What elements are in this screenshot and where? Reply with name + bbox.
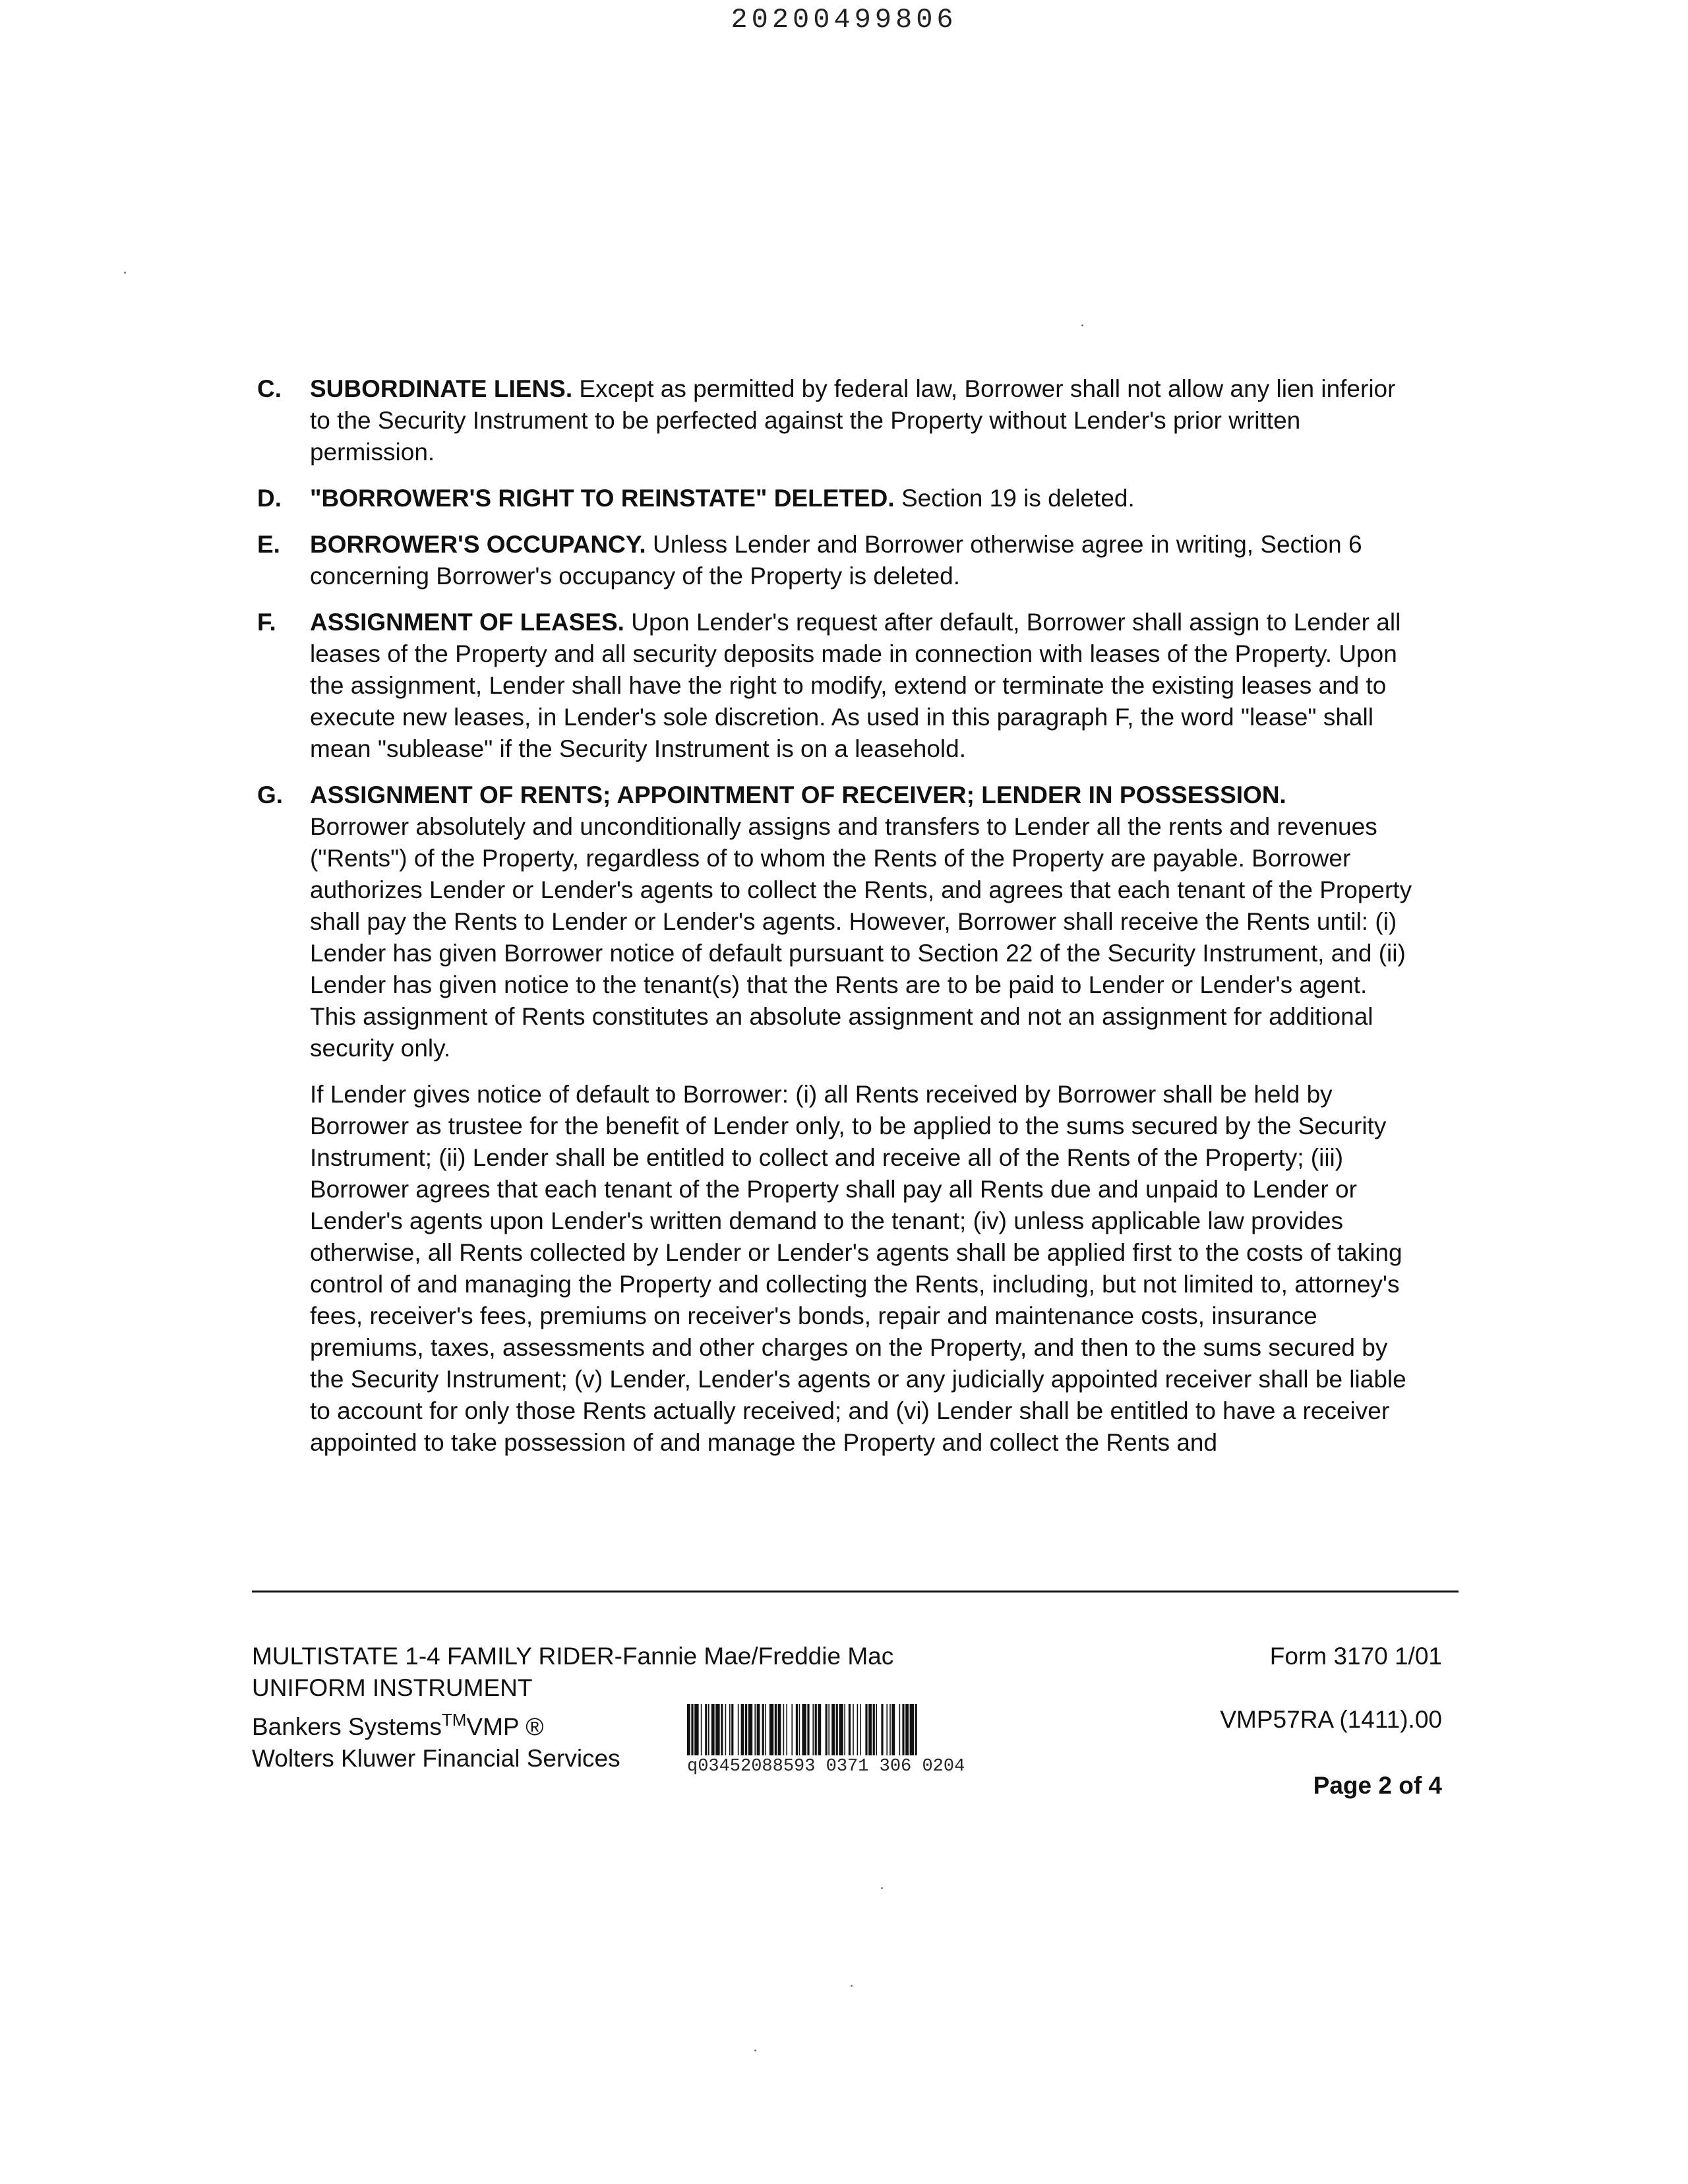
- publisher-company: Wolters Kluwer Financial Services: [252, 1745, 620, 1772]
- barcode-bar: [715, 1704, 719, 1755]
- barcode-bar: [815, 1704, 817, 1755]
- barcode-bar: [721, 1704, 723, 1755]
- section-letter: E.: [257, 531, 280, 558]
- scan-speck: [124, 272, 126, 274]
- barcode-bar: [860, 1704, 861, 1755]
- document-number: 20200499806: [731, 4, 957, 36]
- barcode-bar: [826, 1704, 828, 1755]
- barcode-bar: [748, 1704, 752, 1755]
- barcode-bar: [873, 1704, 875, 1755]
- barcode-bar: [865, 1704, 867, 1755]
- barcode-bar: [899, 1704, 901, 1755]
- section-g: [257, 779, 1418, 1459]
- section-text: Section 19 is deleted.: [901, 485, 1135, 512]
- barcode-bar: [731, 1704, 733, 1755]
- barcode-bar: [905, 1704, 909, 1755]
- section-c: [257, 373, 1418, 468]
- barcode-bar: [711, 1704, 715, 1755]
- form-subtitle: UNIFORM INSTRUMENT: [252, 1674, 533, 1701]
- section-text: If Lender gives notice of default to Borrower: (i) all Rents received by Borrower shall be held by Borrower as trustee for the benefit of Lender only, to be applied to the sums secured by the Security Instrument; (ii) Lender shall be entitled to collect and receive all of the Rents of the Property; (iii) Borrower agrees that each tenant of the Property shall pay all Rents due and unpaid to Lender or Lender's agents upon Lender's written demand to the tenant; (iv) unless applicable law provides otherwise, all Rents collected by Lender or Lender's agents shall be applied first to the costs of taking control of and managing the Property and collecting the Rents, including, but not limited to, attorney's fees, receiver's fees, premiums on receiver's bonds, repair and maintenance costs, insurance premiums, taxes, assessments and other charges on the Property, and then to the sums secured by the Security Instrument; (v) Lender, Lender's agents or any judicially appointed receiver shall be liable to account for only those Rents actually received; and (vi) Lender shall be entitled to have a receiver appointed to take possession of and manage the Property and collect the Rents and: [310, 1081, 1406, 1456]
- scan-speck: [851, 1985, 853, 1987]
- barcode-bar: [844, 1704, 845, 1755]
- barcode-bar: [691, 1704, 693, 1755]
- section-body: [310, 483, 1418, 514]
- section-letter: G.: [257, 781, 284, 808]
- barcode-bar: [786, 1704, 787, 1755]
- scan-speck: [881, 1887, 883, 1889]
- barcode-bar: [738, 1704, 739, 1755]
- scan-speck: [1081, 324, 1083, 326]
- barcode-bar: [891, 1704, 895, 1755]
- barcode-bar: [802, 1704, 806, 1755]
- barcode-bar: [745, 1704, 747, 1755]
- barcode-bar: [839, 1704, 843, 1755]
- section-text: Except as permitted by federal law, Borrower shall not allow any lien inferior to the Security Instrument to be perfected against the Property without Lender's prior written permission.: [310, 375, 1396, 466]
- barcode-bar: [910, 1704, 914, 1755]
- barcode-bar: [886, 1704, 888, 1755]
- barcode-bar: [765, 1704, 766, 1755]
- footer-rule: [252, 1591, 1459, 1592]
- barcode-bar: [783, 1704, 785, 1755]
- barcode-bar: [769, 1704, 773, 1755]
- barcode-bar: [701, 1704, 702, 1755]
- barcode-bar: [778, 1704, 781, 1755]
- section-body: [310, 779, 1418, 1459]
- barcode-bar: [831, 1704, 835, 1755]
- barcode-bar: [694, 1704, 698, 1755]
- trademark-mark: TM: [441, 1710, 467, 1730]
- barcode-bar: [796, 1704, 798, 1755]
- form-number: Form 3170 1/01: [1269, 1643, 1442, 1670]
- barcode-bar: [762, 1704, 764, 1755]
- form-code: VMP57RA (1411).00: [1220, 1706, 1442, 1733]
- section-heading: SUBORDINATE LIENS.: [310, 375, 573, 402]
- barcode-bar: [791, 1704, 793, 1755]
- section-d: [257, 483, 1418, 514]
- barcode-bar: [705, 1704, 707, 1755]
- barcode-bar: [818, 1704, 821, 1755]
- barcode-bar: [915, 1704, 917, 1755]
- section-e: [257, 529, 1418, 592]
- section-text: Unless Lender and Borrower otherwise agree in writing, Section 6 concerning Borrower's occupancy of the Property is deleted.: [310, 531, 1362, 590]
- barcode-bar: [708, 1704, 709, 1755]
- section-heading: ASSIGNMENT OF RENTS; APPOINTMENT OF RECEIVER; LENDER IN POSSESSION.: [310, 781, 1286, 808]
- barcode-bar: [836, 1704, 838, 1755]
- barcode: [687, 1704, 1143, 1776]
- section-letter: D.: [257, 485, 282, 512]
- barcode-number: q03452088593 0371 306 0204: [687, 1757, 965, 1776]
- barcode-bar: [902, 1704, 904, 1755]
- barcode-bar: [741, 1704, 744, 1755]
- section-heading: "BORROWER'S RIGHT TO REINSTATE" DELETED.: [310, 485, 895, 512]
- section-body: [310, 607, 1418, 765]
- publisher-brand: VMP ®: [466, 1713, 544, 1740]
- section-heading: ASSIGNMENT OF LEASES.: [310, 609, 624, 636]
- section-body: [310, 529, 1418, 592]
- form-title: MULTISTATE 1-4 FAMILY RIDER-Fannie Mae/Freddie Mac: [252, 1643, 894, 1670]
- barcode-bar: [868, 1704, 872, 1755]
- section-f: [257, 607, 1418, 765]
- barcode-bar: [687, 1704, 690, 1755]
- section-text: Upon Lender's request after default, Borrower shall assign to Lender all leases of the Property and all security deposits made in connection with leases of the Property. Upon the assignment, Lender shall have the right to modify, extend or terminate the existing leases and to execute new leases, in Lender's sole discretion. As used in this paragraph F, the word "lease" shall mean "sublease" if the Security Instrument is on a leasehold.: [310, 609, 1401, 762]
- section-letter: F.: [257, 609, 276, 636]
- barcode-bar: [729, 1704, 731, 1755]
- barcode-bar: [828, 1704, 829, 1755]
- barcode-bar: [853, 1704, 854, 1755]
- rider-sections: [257, 373, 1418, 1473]
- barcode-bar: [881, 1704, 883, 1755]
- barcode-bars: [687, 1704, 1143, 1755]
- barcode-bar: [849, 1704, 851, 1755]
- barcode-bar: [889, 1704, 891, 1755]
- barcode-bar: [812, 1704, 814, 1755]
- section-heading: BORROWER'S OCCUPANCY.: [310, 531, 646, 558]
- barcode-bar: [857, 1704, 859, 1755]
- scan-speck: [754, 2049, 756, 2051]
- barcode-bar: [725, 1704, 727, 1755]
- barcode-bar: [775, 1704, 777, 1755]
- publisher-name: Bankers Systems: [252, 1713, 442, 1740]
- barcode-bar: [799, 1704, 800, 1755]
- page-number: Page 2 of 4: [1313, 1772, 1442, 1799]
- barcode-bar: [754, 1704, 756, 1755]
- section-letter: C.: [257, 375, 282, 402]
- section-body: [310, 373, 1418, 468]
- section-text: Borrower absolutely and unconditionally assigns and transfers to Lender all the rents and revenues ("Rents") of the Property, regardless of to whom the Rents of the Property are payable. Borrower authorizes Lender or Lender's agents to collect the Rents, and agrees that each tenant of the Property shall pay the Rents to Lender or Lender's agents. However, Borrower shall receive the Rents until: (i) Lender has given Borrower notice of default pursuant to Section 22 of the Security Instrument, and (ii) Lender has given notice to the tenant(s) that the Rents are to be paid to Lender or Lender's agent. This assignment of Rents constitutes an absolute assignment and not an assignment for additional security only.: [310, 813, 1412, 1062]
- barcode-bar: [757, 1704, 760, 1755]
- barcode-bar: [807, 1704, 809, 1755]
- barcode-bar: [876, 1704, 877, 1755]
